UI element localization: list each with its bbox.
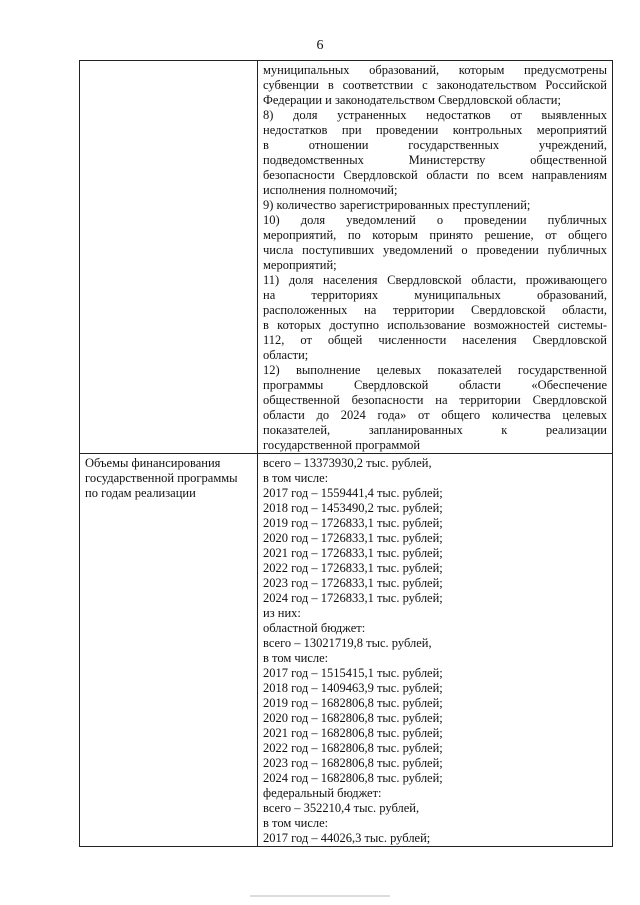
indicator-line: 112, от общей численности населения Свердловской xyxy=(263,333,607,347)
financing-line: федеральный бюджет: xyxy=(263,786,382,800)
financing-label-line: по годам реализации xyxy=(85,486,196,500)
indicator-line: недостатков при проведении контрольных мероприятий xyxy=(263,123,607,137)
financing-label xyxy=(85,456,252,501)
indicator-line: исполнения полномочий; xyxy=(263,183,398,197)
indicator-line: 9) количество зарегистрированных преступлений; xyxy=(263,198,531,212)
indicator-line: в отношении государственных учреждений, xyxy=(263,138,607,152)
indicator-line: области до 2024 года» от общего количества целевых xyxy=(263,408,607,422)
indicators-text xyxy=(263,63,607,453)
financing-values-text xyxy=(263,456,607,846)
financing-line: 2021 год – 1682806,8 тыс. рублей; xyxy=(263,726,443,740)
indicator-line: программы Свердловской области «Обеспечение xyxy=(263,378,607,392)
financing-line: всего – 13373930,2 тыс. рублей, xyxy=(263,456,432,470)
indicator-line: субвенции в соответствии с законодательством Российской xyxy=(263,78,607,92)
indicator-line: 11) доля населения Свердловской области, проживающего xyxy=(263,273,607,287)
financing-line: 2020 год – 1726833,1 тыс. рублей; xyxy=(263,531,443,545)
row-label-cell-empty xyxy=(80,61,258,454)
indicator-line: в которых доступно использование возможностей системы- xyxy=(263,318,607,332)
financing-line: 2021 год – 1726833,1 тыс. рублей; xyxy=(263,546,443,560)
indicator-line: мероприятий; xyxy=(263,258,337,272)
financing-label-line: государственной программы xyxy=(85,471,238,485)
financing-line: 2017 год – 44026,3 тыс. рублей; xyxy=(263,831,431,845)
financing-line: из них: xyxy=(263,606,301,620)
indicator-line: расположенных на территории Свердловской области, xyxy=(263,303,607,317)
indicator-line: государственной программой xyxy=(263,438,421,452)
financing-line: 2024 год – 1682806,8 тыс. рублей; xyxy=(263,771,443,785)
financing-line: областной бюджет: xyxy=(263,621,366,635)
table-row-financing xyxy=(80,454,613,847)
financing-line: 2017 год – 1559441,4 тыс. рублей; xyxy=(263,486,443,500)
financing-line: в том числе: xyxy=(263,651,329,665)
page-number: 6 xyxy=(316,38,324,53)
indicator-line: области; xyxy=(263,348,309,362)
financing-line: всего – 352210,4 тыс. рублей, xyxy=(263,801,420,815)
financing-line: 2019 год – 1682806,8 тыс. рублей; xyxy=(263,696,443,710)
indicator-line: 10) доля уведомлений о проведении публичных xyxy=(263,213,607,227)
financing-line: 2024 год – 1726833,1 тыс. рублей; xyxy=(263,591,443,605)
scan-artifact-line xyxy=(250,895,390,897)
financing-line: 2023 год – 1682806,8 тыс. рублей; xyxy=(263,756,443,770)
financing-line: 2023 год – 1726833,1 тыс. рублей; xyxy=(263,576,443,590)
indicator-line: муниципальных образований, которым предусмотрены xyxy=(263,63,607,77)
financing-line: 2020 год – 1682806,8 тыс. рублей; xyxy=(263,711,443,725)
financing-line: 2022 год – 1682806,8 тыс. рублей; xyxy=(263,741,443,755)
financing-line: в том числе: xyxy=(263,471,329,485)
indicator-line: Федерации и законодательством Свердловской области; xyxy=(263,93,561,107)
indicator-line: 8) доля устраненных недостатков от выявленных xyxy=(263,108,607,122)
financing-label-line: Объемы финансирования xyxy=(85,456,221,470)
indicator-line: мероприятий, по которым принято решение, от общего xyxy=(263,228,607,242)
indicator-line: 12) выполнение целевых показателей государственной xyxy=(263,363,607,377)
indicators-list-cell xyxy=(258,61,613,454)
table-row-indicators xyxy=(80,61,613,454)
financing-line: 2018 год – 1453490,2 тыс. рублей; xyxy=(263,501,443,515)
financing-line: всего – 13021719,8 тыс. рублей, xyxy=(263,636,432,650)
indicator-line: на территориях муниципальных образований, xyxy=(263,288,607,302)
financing-label-cell xyxy=(80,454,258,847)
financing-line: 2019 год – 1726833,1 тыс. рублей; xyxy=(263,516,443,530)
indicator-line: безопасности Свердловской области по всем направлениям xyxy=(263,168,607,182)
financing-line: в том числе: xyxy=(263,816,329,830)
indicator-line: числа поступивших уведомлений о проведении публичных xyxy=(263,243,607,257)
financing-line: 2018 год – 1409463,9 тыс. рублей; xyxy=(263,681,443,695)
financing-values-cell xyxy=(258,454,613,847)
indicator-line: подведомственных Министерству общественной xyxy=(263,153,607,167)
indicator-line: показателей, запланированных к реализации xyxy=(263,423,607,437)
financing-line: 2022 год – 1726833,1 тыс. рублей; xyxy=(263,561,443,575)
program-passport-table xyxy=(79,60,613,847)
indicator-line: общественной безопасности на территории Свердловской xyxy=(263,393,607,407)
financing-line: 2017 год – 1515415,1 тыс. рублей; xyxy=(263,666,443,680)
